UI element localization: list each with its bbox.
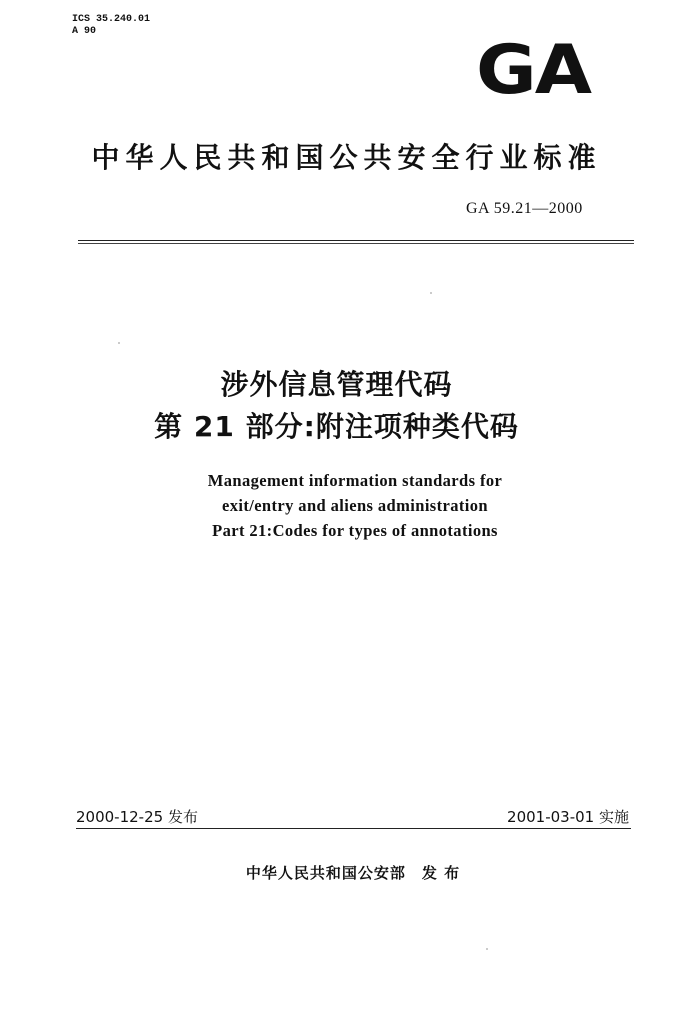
chinese-title-line-1: 涉外信息管理代码	[220, 368, 453, 401]
header-divider	[78, 240, 634, 241]
english-title	[0, 468, 673, 543]
ga-logo: GA	[476, 30, 591, 110]
scan-speck	[486, 948, 488, 950]
issuer-name: 中华人民共和国公安部	[245, 864, 406, 882]
footer-divider	[76, 828, 631, 829]
scan-speck	[118, 342, 120, 344]
header-divider-secondary	[78, 243, 634, 244]
standard-number: GA 59.21—2000	[466, 200, 583, 217]
ics-code: ICS 35.240.01	[72, 14, 151, 25]
chinese-title-line-2: 第 21 部分:附注项种类代码	[154, 410, 519, 443]
standard-category-title: 中华人民共和国公共安全行业标准	[91, 141, 602, 174]
classification-codes	[72, 14, 150, 38]
scan-speck	[430, 292, 432, 294]
chinese-title	[0, 364, 673, 448]
english-title-line-3: Part 21:Codes for types of annotations	[212, 521, 498, 540]
issue-date: 2000-12-25 发布	[76, 808, 198, 826]
issuer-action: 发 布	[421, 864, 461, 882]
english-title-line-1: Management information standards for	[207, 471, 503, 490]
english-title-line-2: exit/entry and aliens administration	[221, 496, 489, 515]
ccs-code: A 90	[72, 26, 97, 37]
issuer-line	[0, 862, 673, 883]
implementation-date: 2001-03-01 实施	[507, 808, 629, 826]
